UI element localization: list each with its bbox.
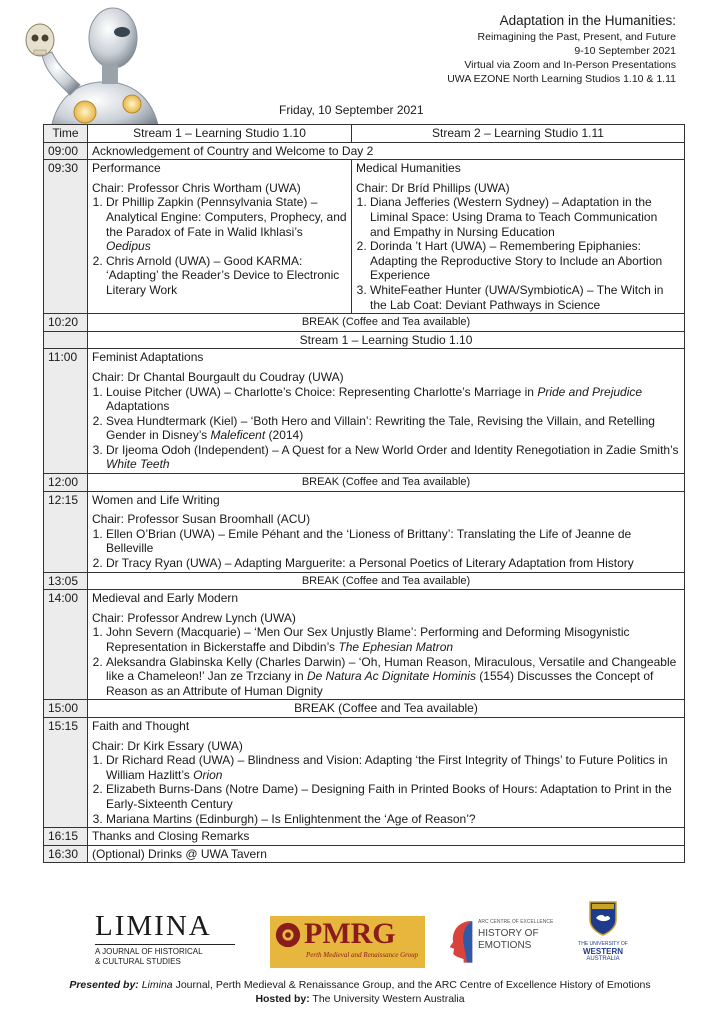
face-profile-icon xyxy=(448,915,474,967)
session-title: Women and Life Writing xyxy=(92,492,220,507)
list-item: 2. Svea Hundtermark (Kiel) – ‘Both Hero and Villain’: Rewriting the Tale, Revising the Villain, and Retelling Gender in Disney’s Maleficent (2014) xyxy=(106,414,680,443)
list-item: 2. Elizabeth Burns-Dans (Notre Dame) – Designing Faith in Printed Books of Hours: Adaptation to Print in the Early-Sixteenth Century xyxy=(106,782,680,811)
break-cell: BREAK (Coffee and Tea available) xyxy=(88,314,685,332)
history-of-emotions-logo: ARC CENTRE OF EXCELLENCE HISTORY OF EMOTIONS xyxy=(448,913,548,971)
pmrg-logo: PMRG Perth Medieval and Renaissance Group xyxy=(270,916,425,968)
session-title: Faith and Thought xyxy=(92,718,190,733)
time-cell: 12:00 xyxy=(44,474,88,492)
session-cell: (Optional) Drinks @ UWA Tavern xyxy=(88,845,685,863)
header-time: Time xyxy=(44,125,88,143)
break-cell: BREAK (Coffee and Tea available) xyxy=(88,700,685,718)
table-row xyxy=(44,572,685,590)
list-item: 2. Aleksandra Glabinska Kelly (Charles Darwin) – ‘Oh, Human Reason, Miraculous, Versatile and Changeable like a Chameleon!’ Jan ze Trzciany in De Natura Ac Dignitate Hominis (1554) Discusses the Concept of Reason as an Attribute of Human Dignity xyxy=(106,655,680,699)
event-dates: 9-10 September 2021 xyxy=(574,45,676,57)
table-row xyxy=(44,828,685,846)
table-row xyxy=(44,349,685,474)
list-item: 2. Chris Arnold (UWA) – Good KARMA: ‘Adapting’ the Reader’s Device to Electronic Literary Work xyxy=(106,254,347,298)
break-cell: BREAK (Coffee and Tea available) xyxy=(88,474,685,492)
list-item: 1. Dr Phillip Zapkin (Pennsylvania State) – Analytical Engine: Computers, Prophecy, and the Paradox of Fate in Walid Ikhlasi’s Oedipus xyxy=(106,195,347,253)
list-item: 3. Dr Ijeoma Odoh (Independent) – A Quest for a New World Order and Identity Renegotiation in Zadie Smith’s White Teeth xyxy=(106,443,680,472)
table-row xyxy=(44,314,685,332)
stream-heading: Stream 1 – Learning Studio 1.10 xyxy=(88,331,685,349)
list-item: 3. Mariana Martins (Edinburgh) – Is Enlightenment the ‘Age of Reason’? xyxy=(106,812,680,827)
session-title: Medieval and Early Modern xyxy=(92,591,239,606)
session-chair: Chair: Professor Chris Wortham (UWA) xyxy=(92,180,301,195)
table-row xyxy=(44,491,685,572)
footer xyxy=(0,978,720,1006)
time-cell xyxy=(44,331,88,349)
time-cell: 10:20 xyxy=(44,314,88,332)
list-item: 1. Ellen O’Brian (UWA) – Emile Péhant and the ‘Lioness of Brittany’: Translating the Life of Jeanne de Belleville xyxy=(106,527,680,556)
session-cell: Acknowledgement of Country and Welcome to Day 2 xyxy=(88,142,685,160)
table-row xyxy=(44,474,685,492)
event-title: Adaptation in the Humanities: xyxy=(499,13,676,28)
time-cell: 11:00 xyxy=(44,349,88,474)
table-row xyxy=(44,331,685,349)
table-header-row xyxy=(44,125,685,143)
session-cell: Thanks and Closing Remarks xyxy=(88,828,685,846)
session-title: Performance xyxy=(92,161,161,176)
session-feminist-adaptations xyxy=(88,349,685,474)
header-stream2: Stream 2 – Learning Studio 1.11 xyxy=(352,125,685,143)
event-venue: UWA EZONE North Learning Studios 1.10 & 1.11 xyxy=(447,73,676,85)
session-women-life-writing xyxy=(88,491,685,572)
time-cell: 15:15 xyxy=(44,717,88,827)
robot-holding-skull-illustration xyxy=(10,0,160,135)
rose-emblem-icon xyxy=(274,921,302,949)
time-cell: 16:15 xyxy=(44,828,88,846)
hosted-by-line: Hosted by: The University Western Australia xyxy=(255,993,465,1005)
time-cell: 09:30 xyxy=(44,160,88,314)
time-cell: 13:05 xyxy=(44,572,88,590)
list-item: 1. Louise Pitcher (UWA) – Charlotte’s Choice: Representing Charlotte’s Marriage in Pride and Prejudice Adaptations xyxy=(106,385,680,414)
session-chair: Chair: Professor Andrew Lynch (UWA) xyxy=(92,610,296,625)
session-title: Medical Humanities xyxy=(356,161,461,176)
uwa-logo: THE UNIVERSITY OF WESTERN AUSTRALIA xyxy=(578,900,628,975)
table-row xyxy=(44,845,685,863)
table-row xyxy=(44,717,685,827)
event-mode: Virtual via Zoom and In-Person Presentations xyxy=(464,59,676,71)
list-item: 1. Dr Richard Read (UWA) – Blindness and Vision: Adapting ‘the First Integrity of Things’ to Future Politics in William Hazlitt’s Orion xyxy=(106,753,680,782)
schedule-table xyxy=(43,124,685,863)
session-title: Feminist Adaptations xyxy=(92,350,204,365)
break-cell: BREAK (Coffee and Tea available) xyxy=(88,572,685,590)
table-row xyxy=(44,590,685,700)
list-item: 1. Diana Jefferies (Western Sydney) – Adaptation in the Liminal Space: Using Drama to Teach Communication and Empathy in Nursing Education xyxy=(370,195,680,239)
session-medieval-early-modern xyxy=(88,590,685,700)
time-cell: 09:00 xyxy=(44,142,88,160)
session-medical-humanities xyxy=(352,160,685,314)
uwa-crest-icon xyxy=(588,900,618,936)
time-cell: 16:30 xyxy=(44,845,88,863)
session-chair: Chair: Professor Susan Broomhall (ACU) xyxy=(92,512,311,527)
list-item: 2. Dr Tracy Ryan (UWA) – Adapting Marguerite: a Personal Poetics of Literary Adaptation from History xyxy=(106,556,680,571)
event-subtitle: Reimagining the Past, Present, and Future xyxy=(477,31,676,43)
limina-logo: LIMINA A JOURNAL OF HISTORICAL & CULTURAL STUDIES xyxy=(95,910,235,967)
session-chair: Chair: Dr Chantal Bourgault du Coudray (UWA) xyxy=(92,369,344,384)
presented-by-line: Presented by: Limina Journal, Perth Medieval & Renaissance Group, and the ARC Centre of Excellence History of Emotions xyxy=(69,979,651,991)
table-row xyxy=(44,160,685,314)
list-item: 2. Dorinda ’t Hart (UWA) – Remembering Epiphanies: Adapting the Reproductive Story to Include an Abortion Experience xyxy=(370,239,680,283)
time-cell: 14:00 xyxy=(44,590,88,700)
event-header xyxy=(447,12,676,86)
table-row xyxy=(44,142,685,160)
table-row xyxy=(44,700,685,718)
sponsor-logos xyxy=(0,898,720,973)
session-faith-thought xyxy=(88,717,685,827)
time-cell: 15:00 xyxy=(44,700,88,718)
list-item: 3. WhiteFeather Hunter (UWA/SymbioticA) – The Witch in the Lab Coat: Deviant Pathways in Science xyxy=(370,283,680,312)
header-stream1: Stream 1 – Learning Studio 1.10 xyxy=(88,125,352,143)
list-item: 1. John Severn (Macquarie) – ‘Men Our Sex Unjustly Blame’: Performing and Deforming Misogynistic Representation in Bickerstaffe and Dibdin’s The Ephesian Matron xyxy=(106,625,680,654)
day-heading: Friday, 10 September 2021 xyxy=(279,103,424,117)
session-performance xyxy=(88,160,352,314)
session-chair: Chair: Dr Kirk Essary (UWA) xyxy=(92,738,243,753)
session-chair: Chair: Dr Bríd Phillips (UWA) xyxy=(356,180,510,195)
time-cell: 12:15 xyxy=(44,491,88,572)
